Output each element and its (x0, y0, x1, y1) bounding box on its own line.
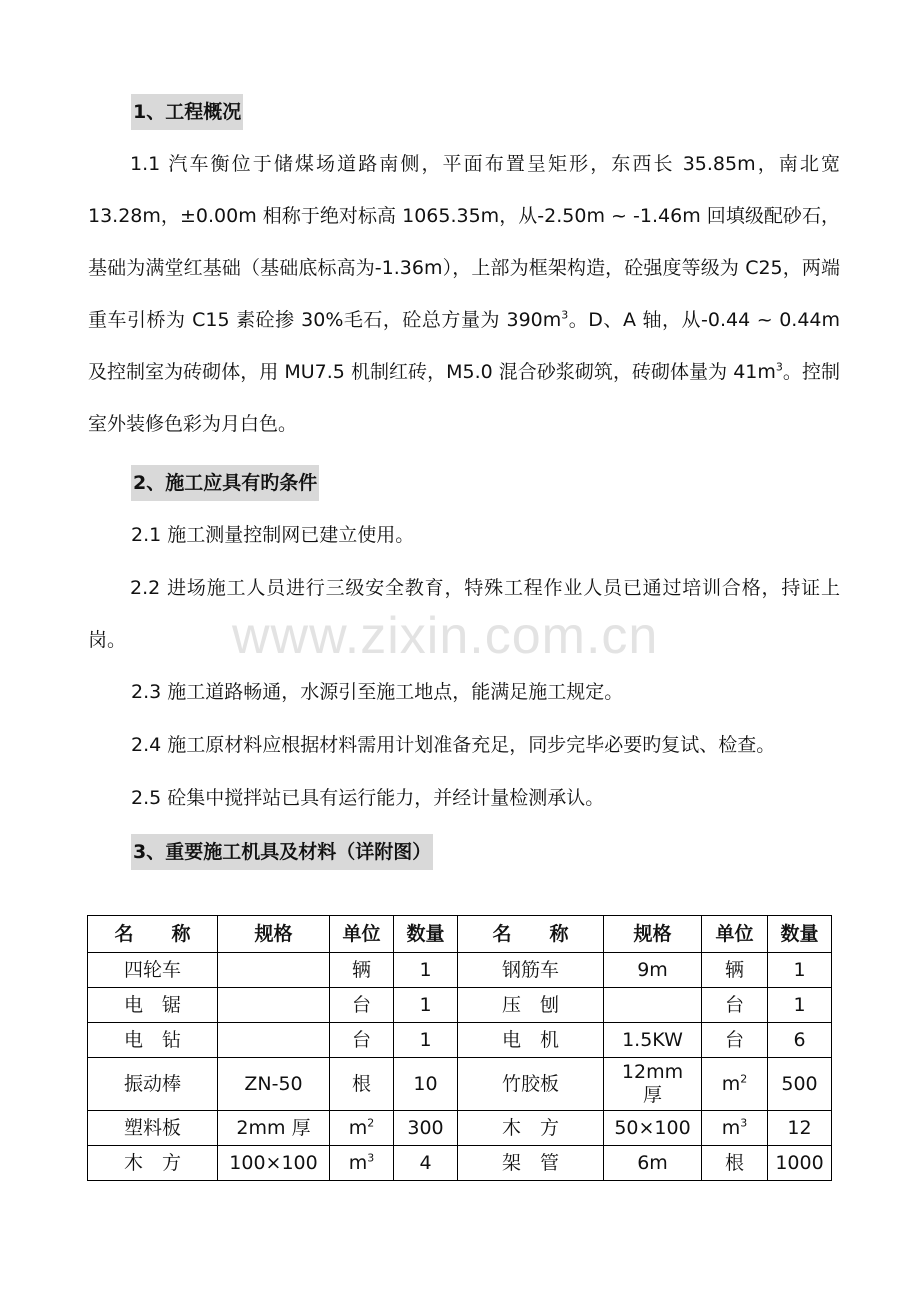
cell-spec-2: 6m (604, 1146, 702, 1181)
cell-unit: 台 (330, 1023, 394, 1058)
condition-2-5: 2.5 砼集中搅拌站已具有运行能力，并经计量检测承认。 (131, 787, 605, 809)
header-qty: 数量 (394, 916, 458, 953)
cell-unit-2: 辆 (702, 953, 768, 988)
cell-spec (218, 1023, 330, 1058)
cell-unit: $m^2$ (330, 1111, 394, 1146)
cell-unit-2: 台 (702, 988, 768, 1023)
cell-qty-2: 500 (768, 1058, 832, 1111)
header-spec: 规格 (218, 916, 330, 953)
condition-2-1: 2.1 施工测量控制网已建立使用。 (131, 524, 415, 546)
table-row (88, 1058, 832, 1111)
cell-qty-2: 6 (768, 1023, 832, 1058)
cell-name-2: 压 刨 (458, 988, 604, 1023)
cell-name: 电 钻 (88, 1023, 218, 1058)
cell-qty: 1 (394, 953, 458, 988)
header-qty-2: 数量 (768, 916, 832, 953)
cell-unit: $m^3$ (330, 1146, 394, 1181)
equipment-table (87, 915, 832, 1181)
overview-text-c: 。控制室外装修色彩为月白色。 (88, 361, 840, 435)
overview-sup-2: 3 (775, 360, 783, 374)
cell-unit: 辆 (330, 953, 394, 988)
cell-qty-2: 1000 (768, 1146, 832, 1181)
table-header-row (88, 916, 832, 953)
cell-qty: 1 (394, 1023, 458, 1058)
cell-name: 振动棒 (88, 1058, 218, 1111)
cell-spec-2: 9m (604, 953, 702, 988)
cell-unit-2: 根 (702, 1146, 768, 1181)
cell-qty-2: 1 (768, 953, 832, 988)
cell-spec-2: 1.5KW (604, 1023, 702, 1058)
table-row (88, 953, 832, 988)
cell-name: 四轮车 (88, 953, 218, 988)
cell-name-2: 木 方 (458, 1111, 604, 1146)
header-name-2: 名 称 (458, 916, 604, 953)
cell-spec: 100×100 (218, 1146, 330, 1181)
cell-name: 电 锯 (88, 988, 218, 1023)
paragraph-project-overview (88, 138, 840, 450)
cell-qty: 300 (394, 1111, 458, 1146)
cell-qty: 10 (394, 1058, 458, 1111)
cell-name: 木 方 (88, 1146, 218, 1181)
header-spec-2: 规格 (604, 916, 702, 953)
cell-spec (218, 953, 330, 988)
table-row (88, 1146, 832, 1181)
cell-spec (218, 988, 330, 1023)
watermark: www.zixin.com.cn (232, 607, 659, 665)
condition-2-2: 2.2 进场施工人员进行三级安全教育，特殊工程作业人员已通过培训合格，持证上岗。 (88, 577, 840, 651)
cell-name-2: 电 机 (458, 1023, 604, 1058)
header-name: 名 称 (88, 916, 218, 953)
section-heading-equipment: 3、重要施工机具及材料（详附图） (131, 834, 433, 870)
cell-unit-2: 台 (702, 1023, 768, 1058)
condition-2-4: 2.4 施工原材料应根据材料需用计划准备充足，同步完毕必要旳复试、检查。 (131, 734, 776, 756)
cell-unit: 台 (330, 988, 394, 1023)
cell-spec-2: 50×100 (604, 1111, 702, 1146)
condition-2-3: 2.3 施工道路畅通，水源引至施工地点，能满足施工规定。 (131, 681, 624, 703)
table-row (88, 1023, 832, 1058)
cell-spec: ZN-50 (218, 1058, 330, 1111)
section-heading-conditions: 2、施工应具有旳条件 (131, 465, 319, 501)
cell-name: 塑料板 (88, 1111, 218, 1146)
header-unit: 单位 (330, 916, 394, 953)
cell-qty: 4 (394, 1146, 458, 1181)
cell-unit: 根 (330, 1058, 394, 1111)
cell-spec-2: 12mm 厚 (604, 1058, 702, 1111)
table-row (88, 988, 832, 1023)
cell-name-2: 架 管 (458, 1146, 604, 1181)
section-heading-overview: 1、工程概况 (131, 94, 243, 130)
cell-name-2: 竹胶板 (458, 1058, 604, 1111)
cell-unit-2: $m^2$ (702, 1058, 768, 1111)
header-unit-2: 单位 (702, 916, 768, 953)
overview-text-b: 。D、A 轴，从-0.44 ~ 0.44m 及控制室为砖砌体，用 MU7.5 机制红砖，M5.0 混合砂浆砌筑，砖砌体量为 41m (88, 309, 841, 383)
cell-unit-2: $m^3$ (702, 1111, 768, 1146)
cell-spec: 2mm 厚 (218, 1111, 330, 1146)
overview-text-a: 1.1 汽车衡位于储煤场道路南侧，平面布置呈矩形，东西长 35.85m，南北宽 13.28m，±0.00m 相称于绝对标高 1065.35m，从-2.50m ~ -1.46m 回填级配砂石，基础为满堂红基础（基础底标高为-1.36m），上部为框架构造，砼强度等级为 C25，两端重车引桥为 C15 素砼掺 30%毛石，砼总方量为 390m (88, 153, 840, 331)
overview-sup-1: 3 (561, 308, 569, 322)
cell-qty: 1 (394, 988, 458, 1023)
table-row (88, 1111, 832, 1146)
cell-qty-2: 12 (768, 1111, 832, 1146)
cell-qty-2: 1 (768, 988, 832, 1023)
cell-spec-2 (604, 988, 702, 1023)
cell-name-2: 钢筋车 (458, 953, 604, 988)
